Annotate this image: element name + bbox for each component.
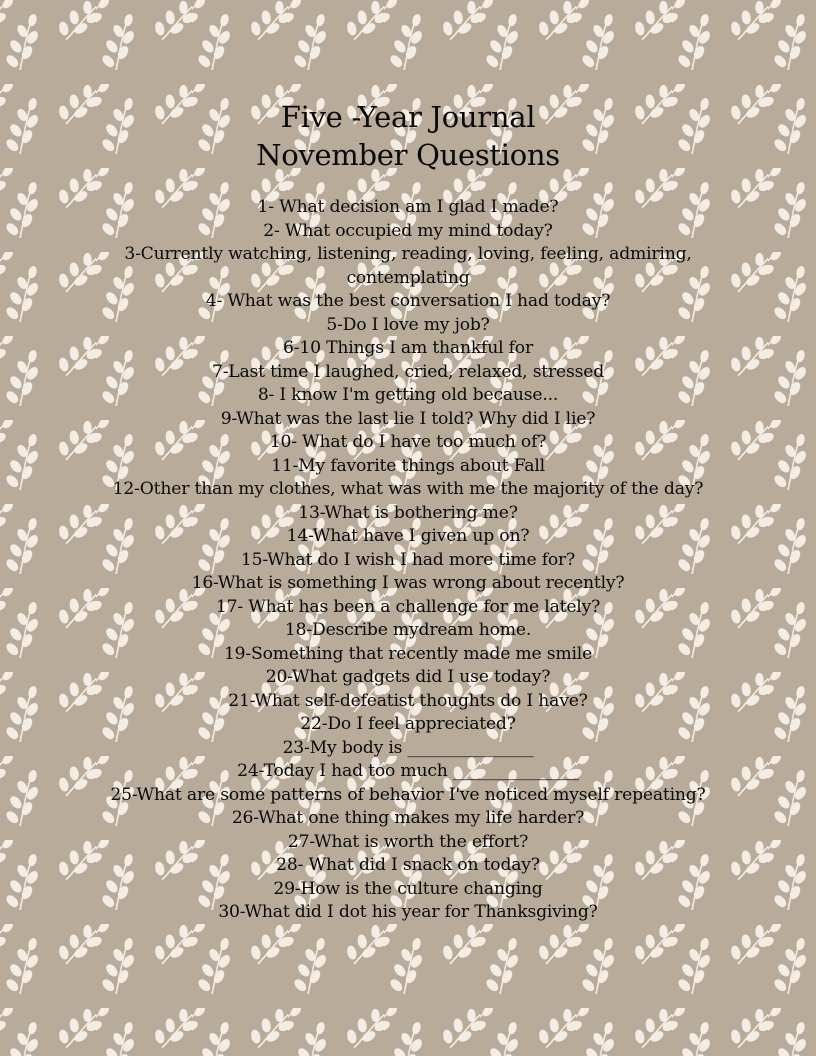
question-item: 15-What do I wish I had more time for? [240, 549, 576, 570]
question-item: 9-What was the last lie I told? Why did I lie? [220, 408, 596, 429]
question-item: 30-What did I dot his year for Thanksgiving? [218, 902, 598, 922]
question-item: 27-What is worth the effort? [287, 831, 529, 852]
question-item: 2- What occupied my mind today? [263, 220, 553, 241]
question-item: 13-What is bothering me? [298, 502, 518, 523]
question-item: 23-My body is _______________ [282, 737, 534, 758]
question-item: 26-What one thing makes my life harder? [231, 808, 585, 828]
page-subtitle: November Questions [256, 138, 560, 172]
question-item: 17- What has been a challenge for me lately? [215, 596, 601, 617]
page-title: Five -Year Journal [280, 100, 536, 134]
question-item: 20-What gadgets did I use today? [265, 667, 551, 687]
question-item: 7-Last time I laughed, cried, relaxed, stressed [211, 361, 605, 382]
question-item: 19-Something that recently made me smile [223, 643, 593, 664]
question-item: 1- What decision am I glad I made? [257, 197, 559, 217]
question-item: 16-What is something I was wrong about recently? [191, 573, 625, 593]
question-item: 10- What do I have too much of? [269, 432, 547, 452]
question-item: 29-How is the culture changing [273, 878, 543, 899]
question-item: 4- What was the best conversation I had today? [205, 291, 611, 311]
question-item: 14-What have I given up on? [286, 526, 530, 546]
question-item: 24-Today I had too much _______________ [237, 761, 579, 781]
question-item: 28- What did I snack on today? [276, 855, 540, 875]
question-item: 25-What are some patterns of behavior I've noticed myself repeating? [110, 784, 706, 805]
question-item: 11-My favorite things about Fall [271, 455, 545, 476]
question-item: 21-What self-defeatist thoughts do I have? [228, 690, 588, 711]
question-item: 6-10 Things I am thankful for [283, 338, 533, 358]
question-list [98, 196, 718, 925]
question-item: 12-Other than my clothes, what was with me the majority of the day? [112, 479, 704, 499]
question-item: 3-Currently watching, listening, reading, loving, feeling, admiring, contemplating [124, 244, 692, 288]
question-item: 8- I know I'm getting old because... [257, 385, 559, 405]
question-item: 18-Describe mydream home. [284, 620, 532, 640]
question-item: 22-Do I feel appreciated? [300, 714, 516, 734]
question-item: 5-Do I love my job? [326, 314, 490, 335]
